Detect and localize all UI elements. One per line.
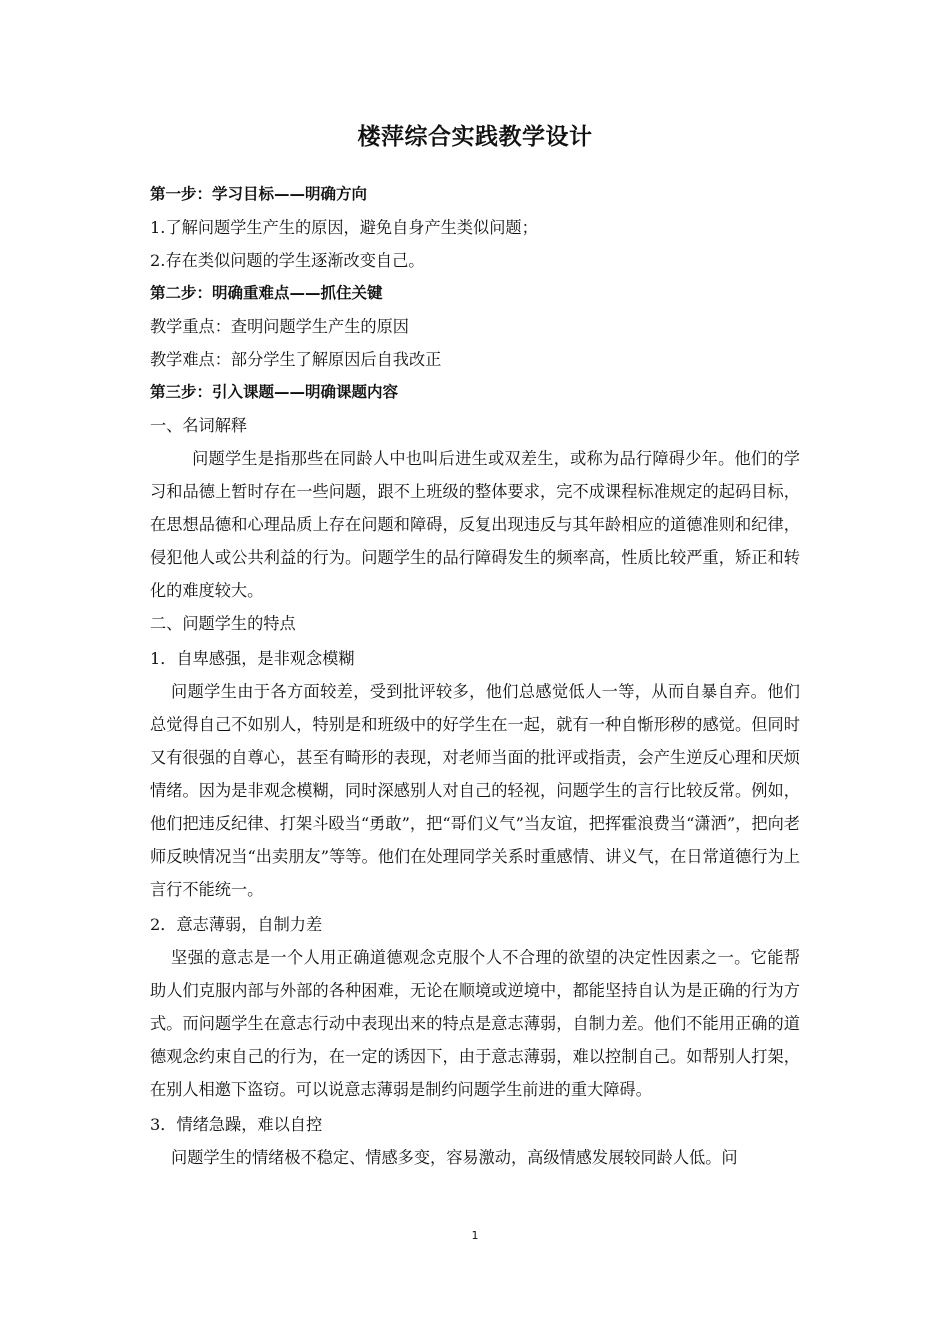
trait2-paragraph: 坚强的意志是一个人用正确道德观念克服个人不合理的欲望的决定性因素之一。它能帮助人们克服内部与外部的各种困难，无论在顺境或逆境中，都能坚持自认为是正确的行为方式。而问题学生在意志行动中表现出来的特点是意志薄弱，自制力差。他们不能用正确的道德观念约束自己的行为，在一定的诱因下，由于意志薄弱，难以控制自己。如帮别人打架，在别人相邀下盗窃。可以说意志薄弱是制约问题学生前进的重大障碍。 bbox=[150, 948, 800, 1099]
page-number: 1 bbox=[471, 1229, 479, 1242]
key-point: 教学重点：查明问题学生产生的原因 bbox=[150, 317, 409, 336]
part2-title: 二、问题学生的特点 bbox=[150, 614, 296, 633]
trait3-title: 3．情绪急躁，难以自控 bbox=[150, 1115, 323, 1134]
document-body bbox=[150, 178, 800, 1174]
definition-paragraph: 问题学生是指那些在同龄人中也叫后进生或双差生，或称为品行障碍少年。他们的学习和品德上暂时存在一些问题，跟不上班级的整体要求，完不成课程标准规定的起码目标，在思想品德和心理品质上存在问题和障碍，反复出现违反与其年龄相应的道德准则和纪律，侵犯他人或公共利益的行为。问题学生的品行障碍发生的频率高，性质比较严重，矫正和转化的难度较大。 bbox=[150, 449, 800, 600]
learning-goal-2: 2.存在类似问题的学生逐渐改变自己。 bbox=[150, 251, 425, 270]
document-title: 楼萍综合实践教学设计 bbox=[357, 124, 593, 150]
step3-heading: 第三步：引入课题——明确课题内容 bbox=[150, 383, 399, 401]
learning-goal-1: 1.了解问题学生产生的原因，避免自身产生类似问题； bbox=[150, 218, 538, 237]
step1-heading: 第一步：学习目标——明确方向 bbox=[150, 185, 368, 203]
difficult-point: 教学难点：部分学生了解原因后自我改正 bbox=[150, 350, 442, 369]
step2-heading: 第二步：明确重难点——抓住关键 bbox=[150, 284, 383, 302]
trait1-title: 1．自卑感强，是非观念模糊 bbox=[150, 649, 355, 668]
trait2-title: 2．意志薄弱，自制力差 bbox=[150, 915, 323, 934]
part1-title: 一、名词解释 bbox=[150, 416, 248, 435]
trait3-paragraph: 问题学生的情绪极不稳定、情感多变，容易激动，高级情感发展较同龄人低。问 bbox=[171, 1148, 738, 1167]
trait1-paragraph: 问题学生由于各方面较差，受到批评较多，他们总感觉低人一等，从而自暴自弃。他们总觉得自己不如别人，特别是和班级中的好学生在一起，就有一种自惭形秽的感觉。但同时又有很强的自尊心，甚至有畸形的表现，对老师当面的批评或指责，会产生逆反心理和厌烦情绪。因为是非观念模糊，同时深感别人对自己的轻视，问题学生的言行比较反常。例如，他们把违反纪律、打架斗殴当“勇敢”，把“哥们义气”当友谊，把挥霍浪费当“潇洒”，把向老师反映情况当“出卖朋友”等等。他们在处理同学关系时重感情、讲义气，在日常道德行为上言行不能统一。 bbox=[150, 682, 800, 899]
